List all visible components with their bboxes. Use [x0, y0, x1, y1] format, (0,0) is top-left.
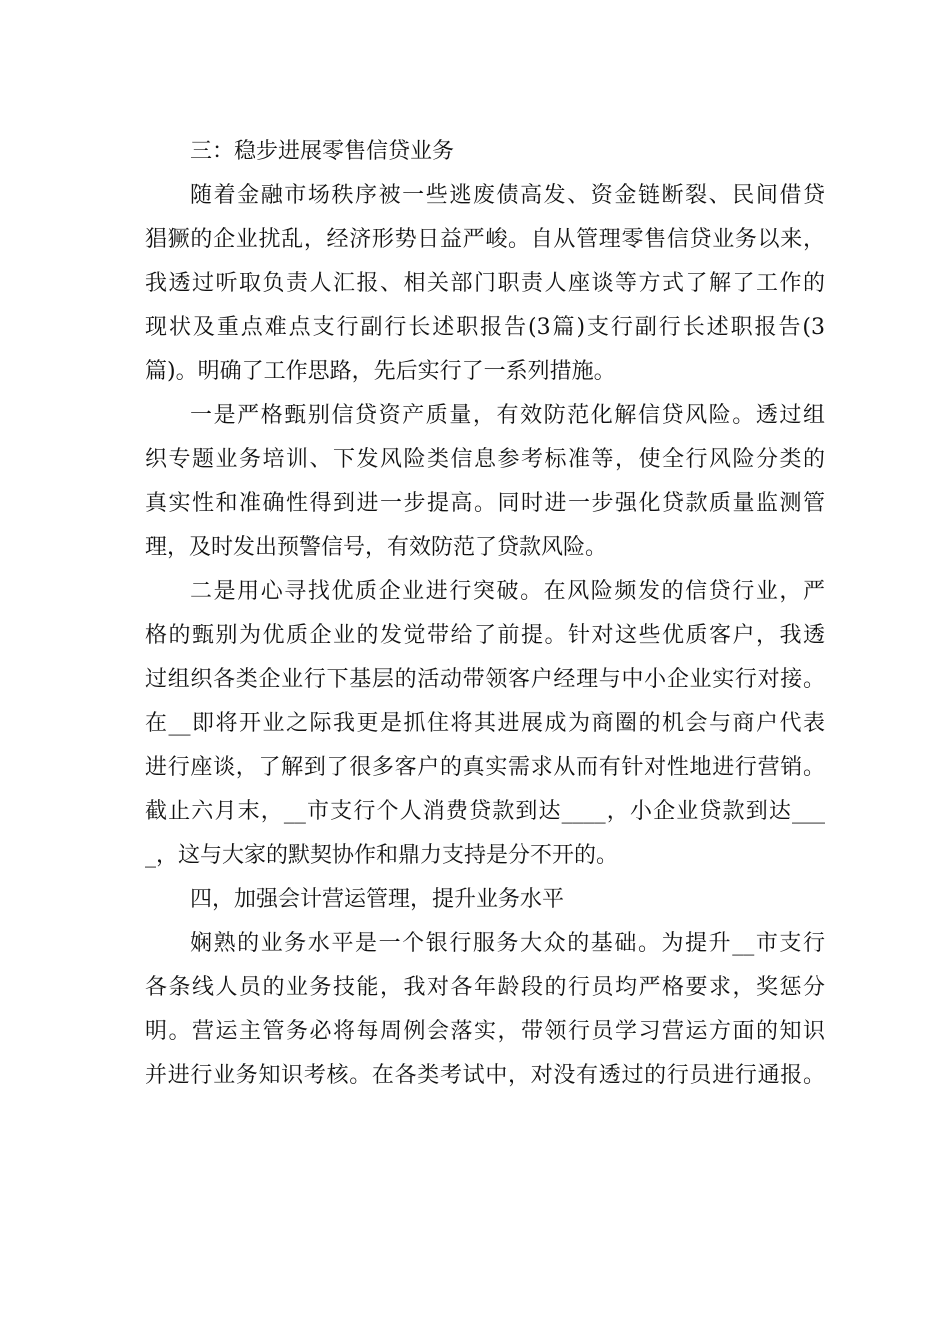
section-heading: 四，加强会计营运管理，提升业务水平 — [190, 887, 565, 912]
paragraph-line: 织专题业务培训、下发风险类信息参考标准等，使全行风险分类的 — [145, 447, 825, 472]
paragraph-line: 二是用心寻找优质企业进行突破。在风险频发的信贷行业，严 — [190, 579, 825, 604]
paragraph-line: 篇)。明确了工作思路，先后实行了一系列措施。 — [145, 359, 616, 384]
paragraph-line: 现状及重点难点支行副行长述职报告(3篇)支行副行长述职报告(3 — [145, 315, 825, 340]
paragraph-line: 进行座谈，了解到了很多客户的真实需求从而有针对性地进行营销。 — [145, 755, 825, 780]
paragraph-line: 明。营运主管务必将每周例会落实，带领行员学习营运方面的知识 — [145, 1019, 825, 1044]
paragraph-line: 各条线人员的业务技能，我对各年龄段的行员均严格要求，奖惩分 — [145, 975, 825, 1000]
paragraph-line: 理，及时发出预警信号，有效防范了贷款风险。 — [145, 535, 608, 560]
paragraph-line: 截止六月末，__市支行个人消费贷款到达____，小企业贷款到达___ — [145, 799, 825, 824]
paragraph-line: 猖獗的企业扰乱，经济形势日益严峻。自从管理零售信贷业务以来， — [145, 227, 825, 252]
paragraph-line: 过组织各类企业行下基层的活动带领客户经理与中小企业实行对接。 — [145, 667, 825, 692]
paragraph-line: 在__即将开业之际我更是抓住将其进展成为商圈的机会与商户代表 — [145, 711, 825, 736]
paragraph-line: 格的甄别为优质企业的发觉带给了前提。针对这些优质客户，我透 — [145, 623, 825, 648]
paragraph-line: 随着金融市场秩序被一些逃废债高发、资金链断裂、民间借贷 — [190, 183, 825, 208]
document-body — [145, 130, 825, 1098]
paragraph-line: 真实性和准确性得到进一步提高。同时进一步强化贷款质量监测管 — [145, 491, 825, 516]
paragraph-line: 娴熟的业务水平是一个银行服务大众的基础。为提升__市支行 — [190, 931, 825, 956]
paragraph-line: 我透过听取负责人汇报、相关部门职责人座谈等方式了解了工作的 — [145, 271, 825, 296]
paragraph-line: 一是严格甄别信贷资产质量，有效防范化解信贷风险。透过组 — [190, 403, 825, 428]
section-heading: 三：稳步进展零售信贷业务 — [190, 139, 455, 164]
paragraph-line: _，这与大家的默契协作和鼎力支持是分不开的。 — [145, 843, 619, 868]
paragraph-line: 并进行业务知识考核。在各类考试中，对没有透过的行员进行通报。 — [145, 1063, 825, 1088]
